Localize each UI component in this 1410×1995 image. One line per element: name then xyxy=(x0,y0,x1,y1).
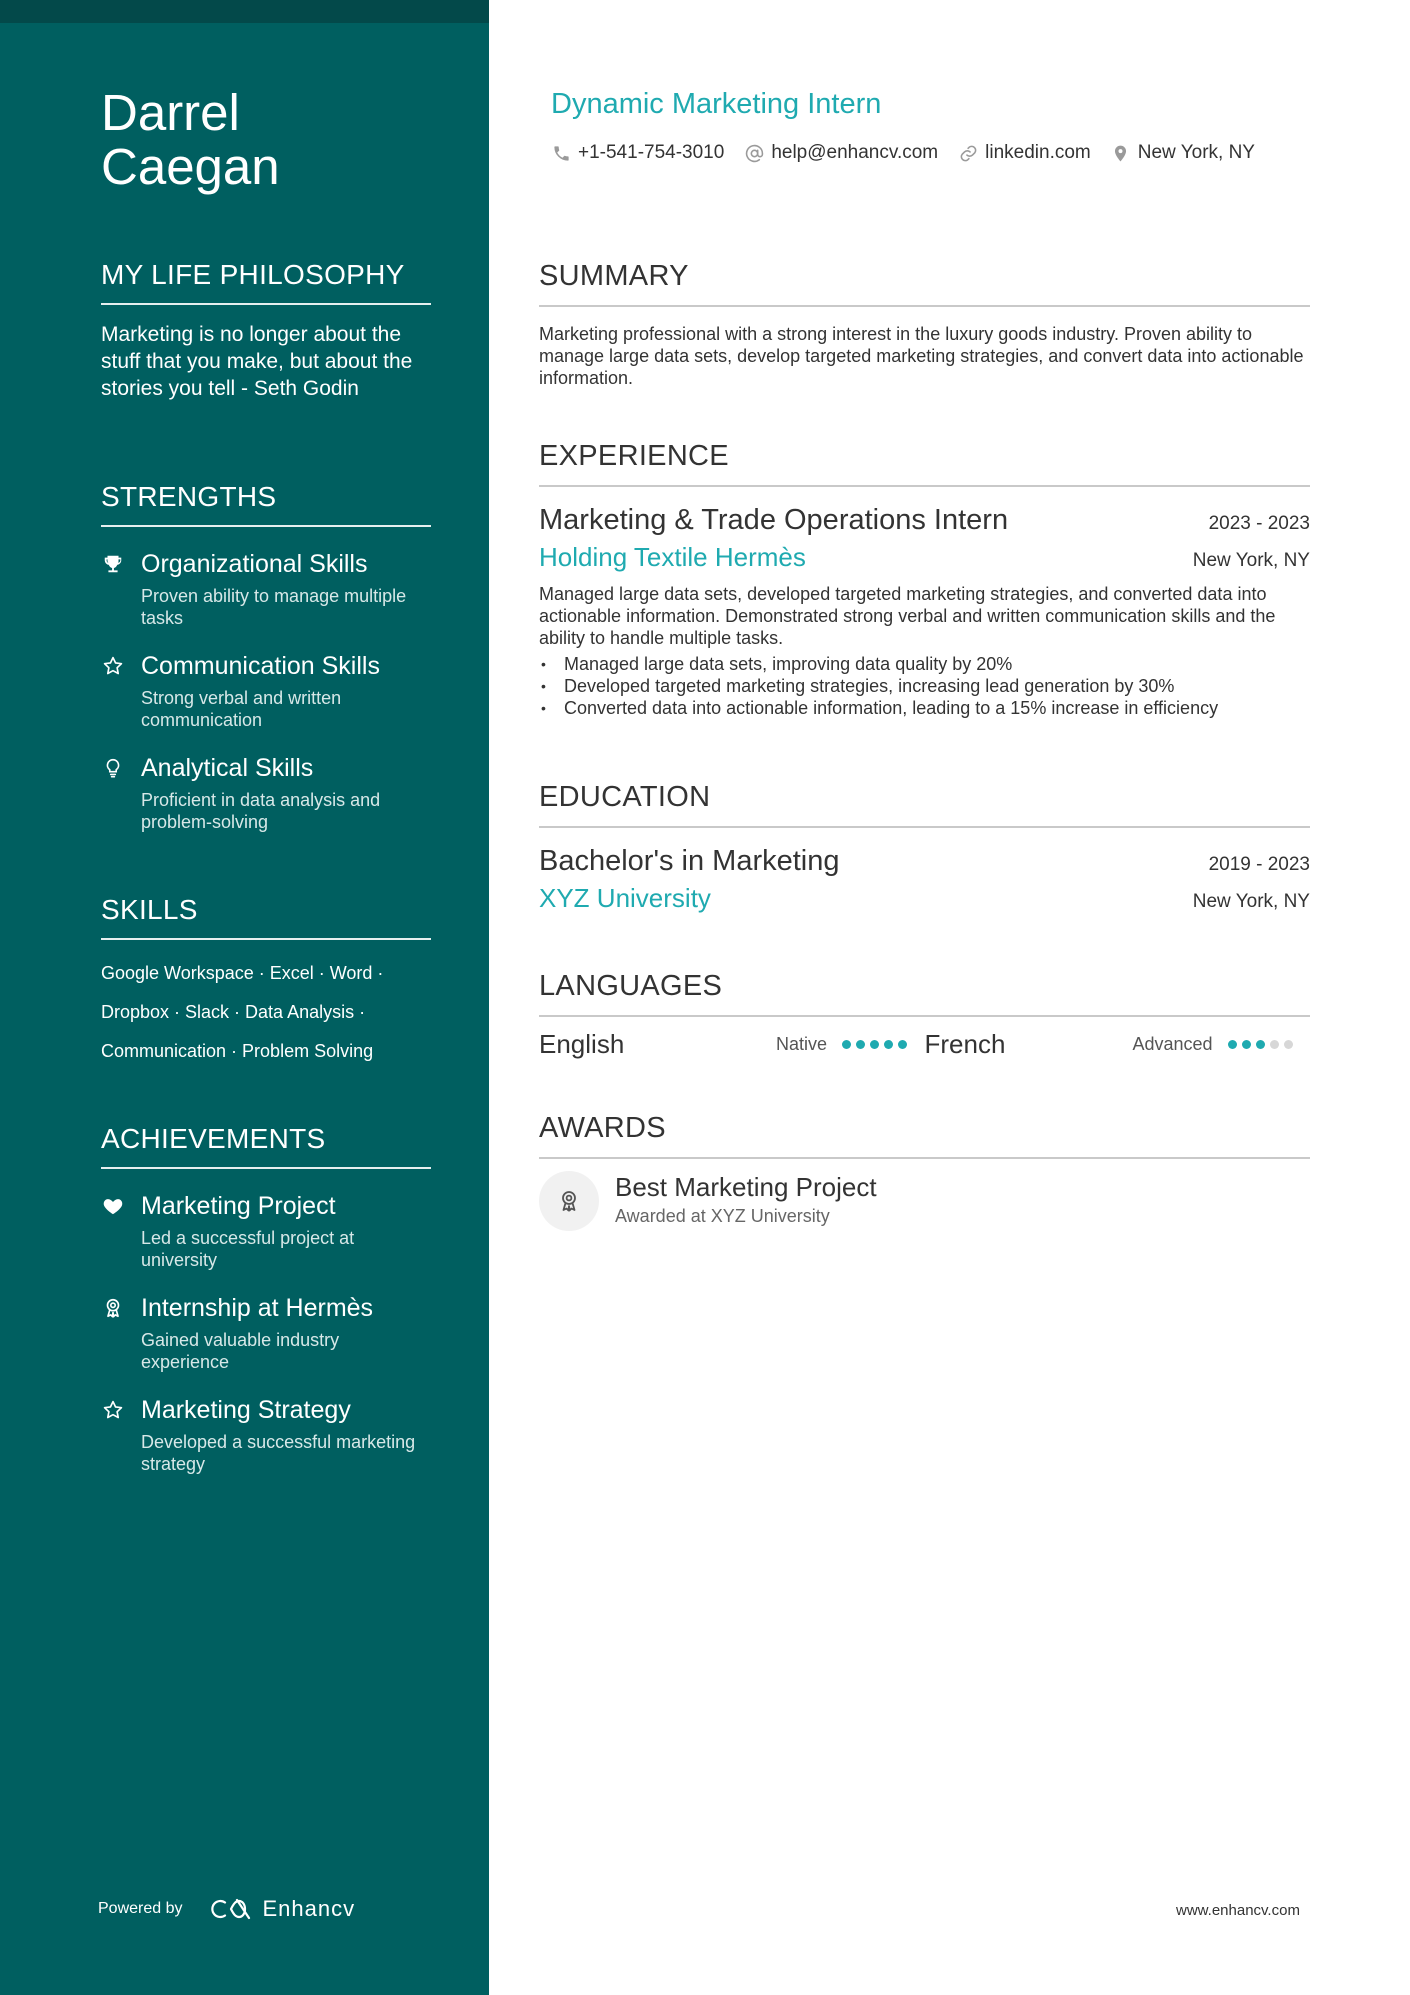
language-item xyxy=(925,1029,1311,1060)
skills-row: Communication · Problem Solving xyxy=(101,1041,374,1061)
experience-bullets xyxy=(539,653,1310,719)
languages-section xyxy=(539,970,1310,1060)
summary-section xyxy=(539,260,1310,389)
powered-by-label: Powered by xyxy=(98,1900,183,1917)
skills-list xyxy=(101,954,431,1071)
sidebar xyxy=(0,0,489,1995)
strength-desc: Proven ability to manage multiple tasks xyxy=(141,586,407,628)
rating-dot-filled xyxy=(856,1040,865,1049)
achievement-item xyxy=(101,1191,431,1271)
experience-title: EXPERIENCE xyxy=(539,440,1310,487)
achievement-desc: Led a successful project at university xyxy=(141,1228,355,1270)
skills-row: Google Workspace · Excel · Word · xyxy=(101,963,384,983)
achievement-desc: Developed a successful marketing strategy xyxy=(141,1432,416,1474)
award-ribbon-icon xyxy=(539,1171,599,1231)
enhancv-logo-icon xyxy=(209,1896,253,1922)
summary-text: Marketing professional with a strong interest in the luxury goods industry. Proven ability to manage large data sets, develop targeted marketing strategies, and convert data into actionable information. xyxy=(539,324,1304,388)
award-subtitle: Awarded at XYZ University xyxy=(615,1206,830,1226)
summary-title: SUMMARY xyxy=(539,260,1310,307)
enhancv-brand-text: Enhancv xyxy=(262,1896,356,1921)
linkedin-text: linkedin.com xyxy=(985,142,1091,163)
rating-dot-filled xyxy=(1228,1040,1237,1049)
achievement-item xyxy=(101,1395,431,1475)
award-item xyxy=(539,1171,1310,1231)
list-item: • Converted data into actionable information, leading to a 15% increase in efficiency xyxy=(539,697,1310,719)
phone-text: +1-541-754-3010 xyxy=(578,142,725,163)
contact-email[interactable] xyxy=(744,142,938,164)
strength-desc: Proficient in data analysis and problem-solving xyxy=(141,790,381,832)
rating-dot-empty xyxy=(1284,1040,1293,1049)
education-section xyxy=(539,781,1310,916)
contact-linkedin[interactable] xyxy=(958,142,1091,164)
contact-phone[interactable] xyxy=(551,142,724,164)
website-link[interactable]: www.enhancv.com xyxy=(1176,1902,1300,1919)
experience-section xyxy=(539,440,1310,719)
rating-dot-filled xyxy=(1256,1040,1265,1049)
sidebar-top-bar xyxy=(0,0,489,23)
email-text: help@enhancv.com xyxy=(771,142,939,163)
languages-list xyxy=(539,1029,1310,1060)
contact-bar xyxy=(551,142,1275,164)
experience-role: Marketing & Trade Operations Intern xyxy=(539,504,1009,536)
awards-section xyxy=(539,1112,1310,1231)
achievement-item xyxy=(101,1293,431,1373)
powered-by xyxy=(98,1896,355,1922)
strength-desc: Strong verbal and written communication xyxy=(141,688,342,730)
language-name: French xyxy=(924,1029,1006,1059)
strengths-section xyxy=(101,481,431,833)
language-item xyxy=(539,1029,925,1060)
skills-section xyxy=(101,894,431,1071)
trophy-icon xyxy=(101,552,125,576)
achievement-desc: Gained valuable industry experience xyxy=(141,1330,340,1372)
experience-location: New York, NY xyxy=(1192,550,1310,571)
achievements-title: ACHIEVEMENTS xyxy=(101,1123,431,1169)
rating-dot-empty xyxy=(1270,1040,1279,1049)
rating-dot-filled xyxy=(898,1040,907,1049)
last-name: Caegan xyxy=(101,138,280,195)
first-name: Darrel xyxy=(101,84,240,141)
philosophy-title: MY LIFE PHILOSOPHY xyxy=(101,259,431,305)
experience-company: Holding Textile Hermès xyxy=(539,542,806,572)
strength-title: Organizational Skills xyxy=(141,550,368,578)
star-icon xyxy=(101,1398,125,1422)
rating-dot-filled xyxy=(1242,1040,1251,1049)
lightbulb-icon xyxy=(101,756,125,780)
contact-location xyxy=(1111,142,1255,164)
experience-date: 2023 - 2023 xyxy=(1208,513,1310,534)
language-name: English xyxy=(539,1029,625,1059)
awards-title: AWARDS xyxy=(539,1112,1310,1159)
skills-title: SKILLS xyxy=(101,894,431,940)
location-text: New York, NY xyxy=(1137,142,1255,163)
education-entry xyxy=(539,842,1310,916)
languages-title: LANGUAGES xyxy=(539,970,1310,1017)
candidate-name xyxy=(101,86,280,194)
language-level: Advanced xyxy=(1132,1034,1213,1054)
strength-item xyxy=(101,549,431,629)
strength-title: Analytical Skills xyxy=(141,754,314,782)
experience-description: Managed large data sets, developed targeted marketing strategies, and converted data into actionable information. Demonstrated strong verbal and written communication skills and the ability to handle multiple tasks. xyxy=(539,584,1276,648)
rating-dot-filled xyxy=(842,1040,851,1049)
education-title: EDUCATION xyxy=(539,781,1310,828)
language-rating xyxy=(842,1040,912,1049)
heart-icon xyxy=(101,1194,125,1218)
star-icon xyxy=(101,654,125,678)
education-school: XYZ University xyxy=(539,883,711,913)
achievements-section xyxy=(101,1123,431,1475)
education-degree: Bachelor's in Marketing xyxy=(539,845,840,877)
rating-dot-filled xyxy=(884,1040,893,1049)
main-content xyxy=(539,0,1310,1995)
philosophy-section xyxy=(101,259,431,402)
skills-row: Dropbox · Slack · Data Analysis · xyxy=(101,1002,366,1022)
list-item: • Developed targeted marketing strategies, increasing lead generation by 30% xyxy=(539,675,1310,697)
achievement-title: Internship at Hermès xyxy=(141,1294,374,1322)
strength-item xyxy=(101,651,431,731)
education-date: 2019 - 2023 xyxy=(1208,854,1310,875)
phone-icon xyxy=(551,143,571,163)
award-ribbon-icon xyxy=(101,1296,125,1320)
location-icon xyxy=(1111,143,1131,163)
strength-title: Communication Skills xyxy=(141,652,380,680)
at-icon xyxy=(744,143,764,163)
achievement-title: Marketing Project xyxy=(141,1192,336,1220)
philosophy-text: Marketing is no longer about the stuff that you make, but about the stories you tell - Seth Godin xyxy=(101,323,413,400)
strength-item xyxy=(101,753,431,833)
strengths-title: STRENGTHS xyxy=(101,481,431,527)
list-item: • Managed large data sets, improving data quality by 20% xyxy=(539,653,1310,675)
language-rating xyxy=(1228,1040,1298,1049)
enhancv-logo[interactable] xyxy=(209,1896,356,1922)
education-location: New York, NY xyxy=(1192,891,1310,912)
job-title: Dynamic Marketing Intern xyxy=(551,88,882,120)
rating-dot-filled xyxy=(870,1040,879,1049)
language-level: Native xyxy=(775,1034,827,1054)
achievement-title: Marketing Strategy xyxy=(141,1396,351,1424)
link-icon xyxy=(958,143,978,163)
experience-entry xyxy=(539,501,1310,719)
award-title: Best Marketing Project xyxy=(615,1172,877,1202)
